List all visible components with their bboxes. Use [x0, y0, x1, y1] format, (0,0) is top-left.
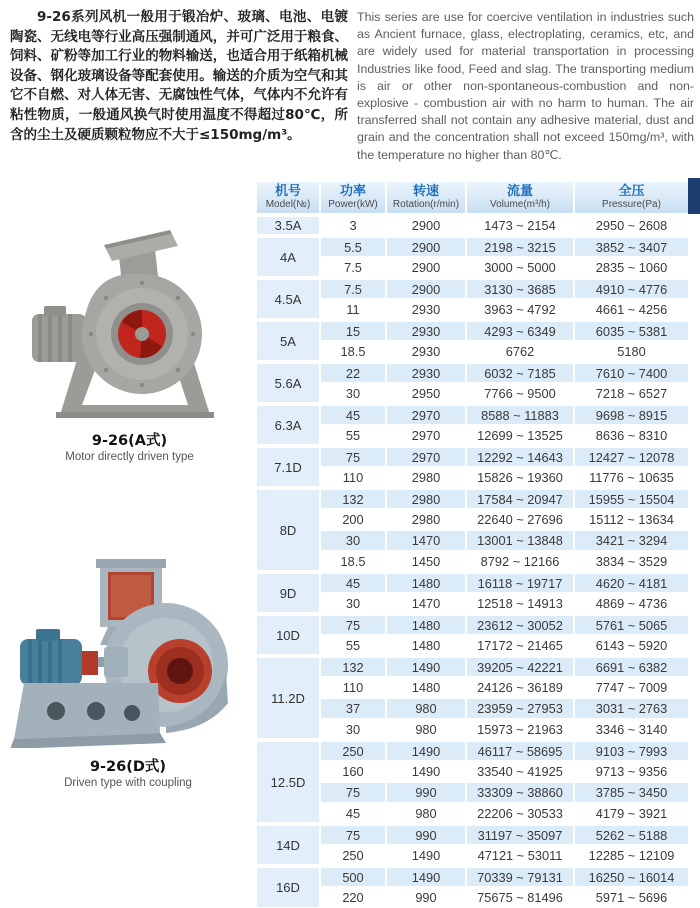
header-model-zh: 机号	[274, 184, 301, 199]
rotation-cell: 1490	[386, 740, 466, 761]
volume-cell: 47121 ~ 53011	[466, 845, 574, 866]
pressure-cell: 12285 ~ 12109	[574, 845, 689, 866]
power-cell: 45	[320, 572, 386, 593]
power-cell: 132	[320, 656, 386, 677]
pressure-cell: 9103 ~ 7993	[574, 740, 689, 761]
rotation-cell: 2970	[386, 425, 466, 446]
rotation-cell: 1490	[386, 845, 466, 866]
rotation-cell: 2970	[386, 446, 466, 467]
pressure-cell: 3421 ~ 3294	[574, 530, 689, 551]
power-cell: 75	[320, 446, 386, 467]
table-row	[256, 782, 689, 803]
rotation-cell: 2900	[386, 236, 466, 257]
rotation-cell: 1490	[386, 866, 466, 887]
volume-cell: 16118 ~ 19717	[466, 572, 574, 593]
pressure-cell: 9713 ~ 9356	[574, 761, 689, 782]
pressure-cell: 4661 ~ 4256	[574, 299, 689, 320]
volume-cell: 12292 ~ 14643	[466, 446, 574, 467]
power-cell: 18.5	[320, 551, 386, 572]
power-cell: 7.5	[320, 278, 386, 299]
model-cell: 3.5A	[256, 215, 320, 236]
volume-cell: 8588 ~ 11883	[466, 404, 574, 425]
header-power-en: Power(kW)	[328, 199, 378, 210]
rotation-cell: 1480	[386, 635, 466, 656]
rotation-cell: 2900	[386, 257, 466, 278]
pressure-cell: 6035 ~ 5381	[574, 320, 689, 341]
volume-cell: 7766 ~ 9500	[466, 383, 574, 404]
volume-cell: 2198 ~ 3215	[466, 236, 574, 257]
rotation-cell: 990	[386, 887, 466, 908]
fan-coupling-driven-image	[8, 553, 248, 748]
header-power	[320, 181, 386, 215]
table-row	[256, 446, 689, 467]
rotation-cell: 2980	[386, 467, 466, 488]
volume-cell: 70339 ~ 79131	[466, 866, 574, 887]
figure-title: 9-26(D式)	[89, 759, 167, 775]
spec-table	[255, 180, 690, 908]
header-model	[256, 181, 320, 215]
pressure-cell: 5262 ~ 5188	[574, 824, 689, 845]
power-cell: 75	[320, 824, 386, 845]
volume-cell: 6762	[466, 341, 574, 362]
table-row	[256, 341, 689, 362]
model-cell: 9D	[256, 572, 320, 614]
volume-cell: 3963 ~ 4792	[466, 299, 574, 320]
volume-cell: 12518 ~ 14913	[466, 593, 574, 614]
power-cell: 75	[320, 782, 386, 803]
table-row	[256, 299, 689, 320]
table-row	[256, 425, 689, 446]
intro-chinese-paragraph: 9-26系列风机一般用于锻冶炉、玻璃、电池、电镀陶瓷、无线电等行业高压强制通风，并可广泛用于粮食、饲料、矿粉等加工行业的物料输送，也适合用于纸箱机械设备、钢化玻璃设备等配套使用。输送的介质为空气和其它不自燃、对人体无害、无腐蚀性气体，气体内不允许有粘性物质，一般通风换气时使用温度不得超过80℃，所含的尘土及硬质颗粒物应不大于≤150mg/m³。	[10, 9, 348, 143]
power-cell: 11	[320, 299, 386, 320]
table-row	[256, 509, 689, 530]
power-cell: 220	[320, 887, 386, 908]
rotation-cell: 1490	[386, 656, 466, 677]
table-row	[256, 593, 689, 614]
fan-direct-driven-image	[22, 222, 237, 422]
rotation-cell: 1480	[386, 614, 466, 635]
page-corner-tab	[688, 178, 700, 214]
pressure-cell: 7218 ~ 6527	[574, 383, 689, 404]
pressure-cell: 7747 ~ 7009	[574, 677, 689, 698]
model-cell: 10D	[256, 614, 320, 656]
table-header-row	[256, 181, 689, 215]
power-cell: 5.5	[320, 236, 386, 257]
model-cell: 4A	[256, 236, 320, 278]
volume-cell: 33540 ~ 41925	[466, 761, 574, 782]
rotation-cell: 2930	[386, 320, 466, 341]
table-row	[256, 404, 689, 425]
table-row	[256, 383, 689, 404]
model-cell: 5A	[256, 320, 320, 362]
table-row	[256, 215, 689, 236]
power-cell: 3	[320, 215, 386, 236]
pressure-cell: 3346 ~ 3140	[574, 719, 689, 740]
pressure-cell: 3031 ~ 2763	[574, 698, 689, 719]
volume-cell: 23612 ~ 30052	[466, 614, 574, 635]
rotation-cell: 980	[386, 719, 466, 740]
pressure-cell: 2950 ~ 2608	[574, 215, 689, 236]
rotation-cell: 1470	[386, 530, 466, 551]
power-cell: 250	[320, 845, 386, 866]
rotation-cell: 980	[386, 698, 466, 719]
table-row	[256, 866, 689, 887]
pressure-cell: 2835 ~ 1060	[574, 257, 689, 278]
power-cell: 110	[320, 467, 386, 488]
rotation-cell: 2930	[386, 341, 466, 362]
figure-subtitle: Motor directly driven type	[65, 451, 194, 463]
volume-cell: 1473 ~ 2154	[466, 215, 574, 236]
volume-cell: 17172 ~ 21465	[466, 635, 574, 656]
volume-cell: 46117 ~ 58695	[466, 740, 574, 761]
pressure-cell: 12427 ~ 12078	[574, 446, 689, 467]
volume-cell: 22206 ~ 30533	[466, 803, 574, 824]
rotation-cell: 2970	[386, 404, 466, 425]
power-cell: 30	[320, 530, 386, 551]
power-cell: 132	[320, 488, 386, 509]
volume-cell: 39205 ~ 42221	[466, 656, 574, 677]
table-row	[256, 824, 689, 845]
power-cell: 30	[320, 719, 386, 740]
power-cell: 30	[320, 593, 386, 614]
rotation-cell: 990	[386, 824, 466, 845]
power-cell: 110	[320, 677, 386, 698]
header-pressure-en: Pressure(Pa)	[602, 199, 661, 210]
table-row	[256, 488, 689, 509]
header-volume-zh: 流量	[506, 184, 533, 199]
rotation-cell: 1490	[386, 761, 466, 782]
rotation-cell: 1480	[386, 677, 466, 698]
header-rotation-en: Rotation(r/min)	[392, 199, 460, 210]
pressure-cell: 15112 ~ 13634	[574, 509, 689, 530]
power-cell: 18.5	[320, 341, 386, 362]
rotation-cell: 1470	[386, 593, 466, 614]
table-row	[256, 467, 689, 488]
power-cell: 160	[320, 761, 386, 782]
model-cell: 6.3A	[256, 404, 320, 446]
table-row	[256, 677, 689, 698]
header-pressure-zh: 全压	[618, 184, 645, 199]
table-row	[256, 719, 689, 740]
pressure-cell: 5971 ~ 5696	[574, 887, 689, 908]
volume-cell: 8792 ~ 12166	[466, 551, 574, 572]
pressure-cell: 5761 ~ 5065	[574, 614, 689, 635]
table-row	[256, 614, 689, 635]
volume-cell: 17584 ~ 20947	[466, 488, 574, 509]
model-cell: 5.6A	[256, 362, 320, 404]
volume-cell: 6032 ~ 7185	[466, 362, 574, 383]
rotation-cell: 2930	[386, 299, 466, 320]
figure-title: 9-26(A式)	[91, 433, 168, 449]
table-row	[256, 530, 689, 551]
header-volume	[466, 181, 574, 215]
rotation-cell: 2900	[386, 278, 466, 299]
pressure-cell: 4910 ~ 4776	[574, 278, 689, 299]
power-cell: 15	[320, 320, 386, 341]
table-row	[256, 572, 689, 593]
model-cell: 7.1D	[256, 446, 320, 488]
power-cell: 7.5	[320, 257, 386, 278]
volume-cell: 4293 ~ 6349	[466, 320, 574, 341]
pressure-cell: 4179 ~ 3921	[574, 803, 689, 824]
power-cell: 200	[320, 509, 386, 530]
rotation-cell: 980	[386, 803, 466, 824]
header-volume-en: Volume(m³/h)	[489, 199, 550, 210]
pressure-cell: 6691 ~ 6382	[574, 656, 689, 677]
power-cell: 30	[320, 383, 386, 404]
rotation-cell: 2950	[386, 383, 466, 404]
table-row	[256, 803, 689, 824]
volume-cell: 3000 ~ 5000	[466, 257, 574, 278]
header-rotation	[386, 181, 466, 215]
pressure-cell: 3785 ~ 3450	[574, 782, 689, 803]
rotation-cell: 2930	[386, 362, 466, 383]
table-row	[256, 698, 689, 719]
pressure-cell: 7610 ~ 7400	[574, 362, 689, 383]
volume-cell: 33309 ~ 38860	[466, 782, 574, 803]
pressure-cell: 5180	[574, 341, 689, 362]
pressure-cell: 3852 ~ 3407	[574, 236, 689, 257]
table-row	[256, 278, 689, 299]
power-cell: 37	[320, 698, 386, 719]
volume-cell: 3130 ~ 3685	[466, 278, 574, 299]
power-cell: 45	[320, 404, 386, 425]
rotation-cell: 2980	[386, 488, 466, 509]
volume-cell: 23959 ~ 27953	[466, 698, 574, 719]
model-cell: 4.5A	[256, 278, 320, 320]
intro-english-paragraph: This series are use for coercive ventilation in industries such as Ancient furnace, glass, electroplating, ceramics, etc, and are widely used for material transportation in processing Industries like food, Feed and slag. The transporting medium is air or other non-spontaneous-combustion and non- explosive - combustion air with no harm to human. The air transferred shall not contain any adhesive material, dust and grain and the concentration shall not exceed 150mg/m³, with the temperature no higher than 80℃.	[357, 10, 694, 162]
volume-cell: 13001 ~ 13848	[466, 530, 574, 551]
table-row	[256, 362, 689, 383]
rotation-cell: 1480	[386, 572, 466, 593]
power-cell: 75	[320, 614, 386, 635]
volume-cell: 12699 ~ 13525	[466, 425, 574, 446]
volume-cell: 15826 ~ 19360	[466, 467, 574, 488]
figure-direct-driven	[22, 222, 237, 463]
table-row	[256, 635, 689, 656]
table-row	[256, 257, 689, 278]
volume-cell: 24126 ~ 36189	[466, 677, 574, 698]
pressure-cell: 6143 ~ 5920	[574, 635, 689, 656]
model-cell: 8D	[256, 488, 320, 572]
volume-cell: 75675 ~ 81496	[466, 887, 574, 908]
table-row	[256, 845, 689, 866]
power-cell: 55	[320, 425, 386, 446]
model-cell: 12.5D	[256, 740, 320, 824]
power-cell: 45	[320, 803, 386, 824]
figure-coupling-driven	[8, 553, 248, 789]
table-row	[256, 236, 689, 257]
pressure-cell: 11776 ~ 10635	[574, 467, 689, 488]
header-pressure	[574, 181, 689, 215]
model-cell: 14D	[256, 824, 320, 866]
table-row	[256, 761, 689, 782]
pressure-cell: 3834 ~ 3529	[574, 551, 689, 572]
pressure-cell: 16250 ~ 16014	[574, 866, 689, 887]
table-row	[256, 740, 689, 761]
pressure-cell: 4869 ~ 4736	[574, 593, 689, 614]
table-row	[256, 656, 689, 677]
power-cell: 500	[320, 866, 386, 887]
power-cell: 250	[320, 740, 386, 761]
table-row	[256, 887, 689, 908]
volume-cell: 15973 ~ 21963	[466, 719, 574, 740]
rotation-cell: 1450	[386, 551, 466, 572]
table-row	[256, 320, 689, 341]
power-cell: 22	[320, 362, 386, 383]
header-rotation-zh: 转速	[412, 184, 439, 199]
rotation-cell: 2900	[386, 215, 466, 236]
header-power-zh: 功率	[339, 184, 366, 199]
model-cell: 11.2D	[256, 656, 320, 740]
model-cell: 16D	[256, 866, 320, 908]
rotation-cell: 990	[386, 782, 466, 803]
header-model-en: Model(№)	[265, 199, 311, 210]
rotation-cell: 2980	[386, 509, 466, 530]
pressure-cell: 15955 ~ 15504	[574, 488, 689, 509]
figure-subtitle: Driven type with coupling	[64, 777, 192, 789]
pressure-cell: 8636 ~ 8310	[574, 425, 689, 446]
power-cell: 55	[320, 635, 386, 656]
pressure-cell: 9698 ~ 8915	[574, 404, 689, 425]
table-row	[256, 551, 689, 572]
volume-cell: 22640 ~ 27696	[466, 509, 574, 530]
pressure-cell: 4620 ~ 4181	[574, 572, 689, 593]
volume-cell: 31197 ~ 35097	[466, 824, 574, 845]
